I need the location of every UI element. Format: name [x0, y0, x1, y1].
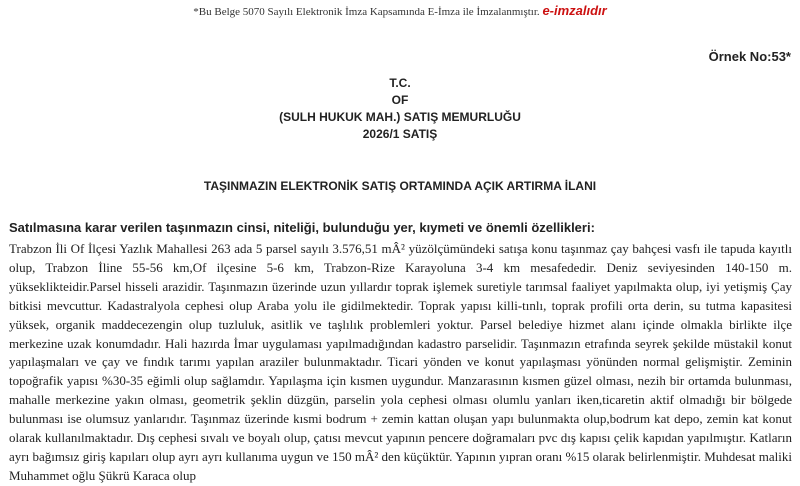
esignature-notice — [0, 4, 800, 19]
sample-number: Örnek No:53* — [708, 49, 791, 64]
heading-country: T.C. — [389, 76, 411, 90]
property-description: Trabzon İli Of İlçesi Yazlık Mahallesi 263 ada 5 parsel sayılı 3.576,51 mÂ² yüzölçümündeki satışa konu taşınmaz çay bahçesi vasfı ile tapuda kayıtlı olup, Trabzon İline 55-56 km,Of ilçesine 5-6 km, Trabzon-Rize Karayoluna 3-4 km mesafededir. Deniz seviyesinden 140-150 m. yükseklikteidir.Parsel hisseli arazidir. Taşınmazın üzerinde uzun yıllardır toprak işlemek suretiyle tarımsal faaliyet yapılmakta olup, iyi yetişmiş Çay bitkisi mevcuttur. Kadastralyola cephesi olup Araba yolu ile gidilmektedir. Toprak yapısı killi-tınlı, toprak profili orta derin, su tutma kapasitesi yüksek, organik maddecezengin olup tuzluluk, asitlik ve taşlılık problemleri yoktur. Parsel belediye hizmet alanı içinde olmakla birlikte ilçe merkezine uzak konumdadır. Hali hazırda İmar uygulaması yapılmadığından kadastro parselidir. Taşınmazın etrafında seyrek şekilde müstakil konut yapılaşmaları ve çay ve fındık tarımı yapılan araziler bulunmaktadır. Ticari yönden ve konut yapılaşması yönünden normal gelişmiştir. Zeminin topoğrafik yapısı %30-35 eğimli olup sağlamdır. Yapılaşma için kısmen uygundur. Manzarasının kısmen güzel olması, nezih bir ortamda bulunması, mahalle merkezine yakın olması, geometrik şeklin düzgün, parselin yola cephesi olması olumlu yanları iken,ticaretin aktif olmadığı bir bölgede bulunması ise olumsuz yanlarıdır. Taşınmaz üzerinde kısmi bodrum + zemin kattan oluşan yapı bulunmakta olup,bodrum kat depo, zemin kat konut olarak kullanılmaktadır. Dış cephesi sıvalı ve boyalı olup, çatısı mevcut yapının pencere doğramaları pvc dış kapısı çelik kapıdan yapılmıştır. Katların ayrı bağımsız giriş kapıları olup ayrı ayrı kullanıma uygun ve 150 mÂ² den küçüktür. Yapının yıpran oranı %15 olarak belirlenmiştir. Muhdesat maliki Muhammet oğlu Şükrü Karaca olup — [9, 241, 792, 483]
esignature-label: e-imzalıdır — [542, 3, 607, 18]
heading-district: OF — [391, 93, 409, 107]
announcement-title: TAŞINMAZIN ELEKTRONİK SATIŞ ORTAMINDA AÇIK ARTIRMA İLANI — [203, 179, 597, 193]
heading-office: (SULH HUKUK MAH.) SATIŞ MEMURLUĞU — [279, 110, 521, 124]
esignature-note-text: *Bu Belge 5070 Sayılı Elektronik İmza Kapsamında E-İmza ile İmzalanmıştır. — [193, 6, 540, 18]
document-heading — [0, 75, 800, 143]
section-heading: Satılmasına karar verilen taşınmazın cinsi, niteliği, bulunduğu yer, kıymeti ve önemli özellikleri: — [9, 220, 595, 235]
heading-file-number: 2026/1 SATIŞ — [362, 127, 438, 141]
